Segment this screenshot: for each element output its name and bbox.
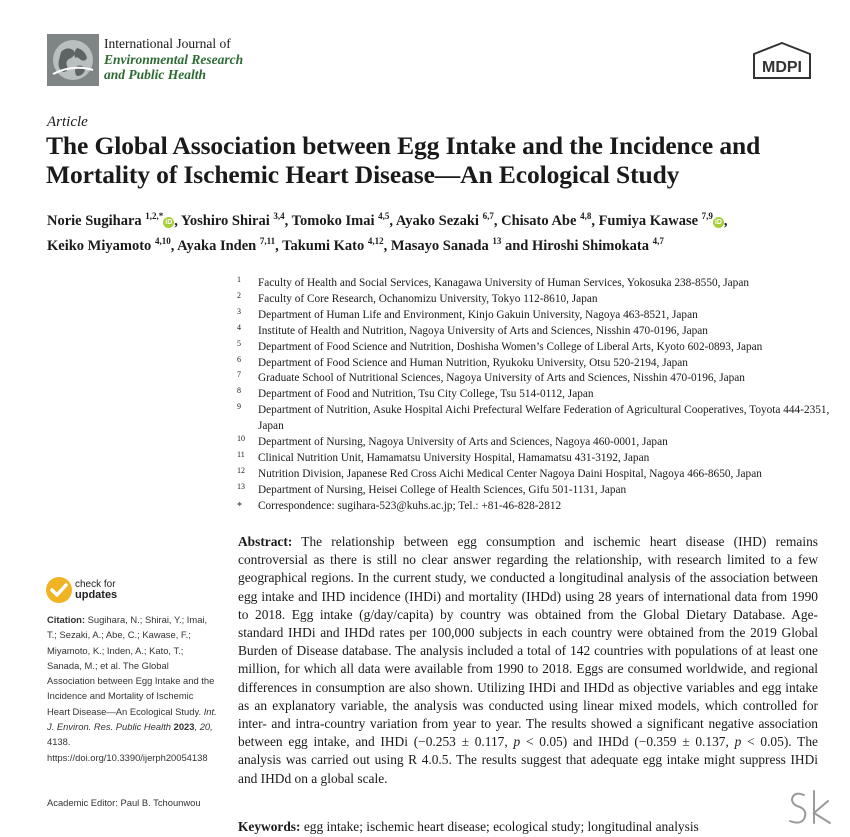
- author-name: Keiko Miyamoto: [47, 238, 152, 255]
- author-name: Ayaka Inden: [177, 238, 257, 255]
- affiliation-number: 11: [237, 449, 245, 459]
- affiliation-number: 8: [237, 386, 241, 396]
- author-separator: ,: [284, 212, 292, 229]
- editor-name: Paul B. Tchounwou: [120, 797, 201, 808]
- check-for-updates-badge[interactable]: [45, 576, 165, 606]
- affiliation-text: Department of Nursing, Heisei College of Health Sciences, Gifu 501-1131, Japan: [258, 483, 627, 496]
- author-separator: and: [501, 238, 532, 255]
- journal-logo-icon: [47, 34, 99, 86]
- journal-title-line1: International Journal of: [104, 36, 231, 51]
- author-name: Norie Sugihara: [47, 212, 142, 229]
- affiliation-item: [233, 292, 833, 308]
- affiliation-number: 13: [237, 481, 245, 491]
- journal-title-line2: Environmental Research: [104, 51, 244, 67]
- author-separator: ,: [591, 212, 599, 229]
- affiliation-text: Department of Food Science and Human Nutrition, Ryukoku University, Otsu 520-2194, Japan: [258, 356, 688, 369]
- affiliation-item: [233, 356, 833, 372]
- check-updates-line1: check for: [75, 579, 116, 590]
- affiliation-item: [233, 467, 833, 483]
- author-affiliation-sup: 4,5: [378, 211, 390, 221]
- affiliation-number: 10: [237, 434, 245, 444]
- affiliation-item: [233, 308, 833, 324]
- affiliation-item: [233, 499, 833, 515]
- keywords: [238, 818, 818, 836]
- affiliation-item: [233, 483, 833, 499]
- abstract-text: The relationship between egg consumption and ischemic heart disease (IHD) remains controversial as there is still no clear answer regarding the relationship, with research limited to a few geographical regions. In the current study, we conducted a longitudinal analysis of the association between egg intake and IHD incidence (IHDi) and mortality (IHDd) using 28 years of international data from 1990 to 2018. Egg intake (g/day/capita) by country was obtained from the Global Dietary Database. Age-standard IHDi and IHDd rates per 100,000 subjects in each country were obtained from the 2019 Global Burden of Disease database. The analysis included a total of 142 countries with populations of at least one million, for which all data were available from 1990 to 2018. Eggs are consumed worldwide, and regional differences in consumption are also shown. Utilizing IHDi and IHDd as objective variables and egg intake as an explanatory variable, the analysis was conducted using linear mixed models, which controlled for inter- and intra-country variation from year to year. The results showed a significant negative association between egg intake, and IHDi (−0.253 ± 0.117,: [238, 534, 818, 750]
- author-affiliation-sup: 6,7: [482, 211, 494, 221]
- abstract-text-2: < 0.05) and IHDd (−0.359 ± 0.137,: [520, 734, 735, 750]
- affiliation-item: [233, 276, 833, 292]
- keywords-text: egg intake; ischemic heart disease; ecological study; longitudinal analysis: [303, 819, 699, 834]
- citation-label: Citation:: [47, 614, 86, 625]
- academic-editor: [47, 795, 217, 810]
- affiliation-item: [233, 324, 833, 340]
- signature-watermark: [786, 787, 834, 829]
- author[interactable]: [532, 238, 664, 254]
- author-name: Hiroshi Shimokata: [532, 238, 649, 255]
- affiliation-item: [233, 403, 833, 435]
- author-name: Yoshiro Shirai: [181, 212, 270, 229]
- affiliation-text: Clinical Nutrition Unit, Hamamatsu University Hospital, Hamamatsu 431-3192, Japan: [258, 451, 650, 464]
- affiliation-number: 1: [237, 275, 241, 284]
- affiliation-number: 7: [237, 370, 241, 380]
- author-separator: ,: [275, 238, 283, 255]
- author[interactable]: [391, 238, 502, 254]
- affiliation-number: 4: [237, 322, 241, 332]
- affiliation-item: [233, 371, 833, 387]
- author-affiliation-sup: 7,11: [259, 236, 276, 247]
- affiliation-item: [233, 387, 833, 403]
- affiliation-number: 3: [237, 306, 241, 316]
- orcid-icon[interactable]: iD: [714, 218, 722, 226]
- affiliation-item: [233, 340, 833, 356]
- citation-journal: Int. J. Environ. Res. Public Health: [47, 705, 217, 733]
- author-separator: ,: [170, 238, 178, 255]
- author[interactable]: [181, 213, 285, 229]
- check-updates-icon: [45, 576, 73, 604]
- author-name: Takumi Kato: [282, 238, 365, 255]
- author-affiliation-sup: 4,7: [652, 236, 664, 247]
- affiliation-item: [233, 451, 833, 467]
- citation-block: [47, 612, 217, 765]
- affiliation-text: Faculty of Health and Social Services, Kanagawa University of Human Services, Yokosuka 238-8550, Japan: [258, 277, 749, 289]
- author[interactable]: [177, 238, 275, 254]
- author[interactable]: [396, 213, 494, 229]
- author-affiliation-sup: 1,2,*: [145, 211, 164, 221]
- affiliation-text: Department of Nutrition, Asuke Hospital Aichi Prefectural Welfare Federation of Agricultural Cooperatives, Toyota 444-2351, Japan: [258, 404, 830, 433]
- citation-year: 2023: [173, 721, 195, 733]
- editor-label: Academic Editor:: [47, 797, 118, 808]
- author-name: Fumiya Kawase: [598, 212, 699, 229]
- affiliation-number: 5: [237, 338, 241, 348]
- author-separator: ,: [723, 212, 728, 229]
- keywords-label: Keywords:: [238, 819, 301, 834]
- citation-text: Sugihara, N.; Shirai, Y.; Imai, T.; Sezaki, A.; Abe, C.; Kawase, F.; Miyamoto, K.; Inden, A.; Kato, T.; Sanada, M.; et al. The Global Association between Egg Intake and the Incidence and Mortality of Ischemic Heart Disease—An Ecological Study.: [47, 614, 215, 717]
- affiliation-text: Institute of Health and Nutrition, Nagoya University of Arts and Sciences, Nisshin 470-0196, Japan: [258, 324, 708, 337]
- author-name: Masayo Sanada: [390, 238, 489, 255]
- author-affiliation-sup: 4,10: [154, 236, 171, 247]
- check-updates-line2: updates: [75, 589, 118, 601]
- affiliation-text: Faculty of Core Research, Ochanomizu University, Tokyo 112-8610, Japan: [258, 292, 598, 305]
- author[interactable]: [599, 213, 724, 229]
- article-type: Article: [47, 114, 88, 130]
- author-name: Tomoko Imai: [291, 212, 375, 229]
- abstract-text-3: < 0.05). The analysis was carried out using R 4.0.5. The results suggest that adequate egg intake might suppress IHDi and IHDd on a global scale.: [238, 734, 818, 786]
- author-separator: ,: [493, 212, 502, 229]
- affiliation-text: Nutrition Division, Japanese Red Cross Aichi Medical Center Nagoya Daini Hospital, Nagoya 466-8650, Japan: [258, 467, 762, 480]
- author-affiliation-sup: 13: [492, 236, 502, 247]
- author-affiliation-sup: 3,4: [273, 211, 285, 221]
- author-affiliation-sup: 4,12: [367, 236, 384, 247]
- affiliation-text: Department of Food Science and Nutrition, Doshisha Women’s College of Liberal Arts, Kyoto 602-0893, Japan: [258, 340, 763, 353]
- affiliation-number: 2: [237, 290, 241, 300]
- affiliation-number: *: [237, 500, 242, 512]
- author-name: Chisato Abe: [501, 212, 577, 229]
- author-separator: ,: [383, 238, 391, 255]
- orcid-icon[interactable]: iD: [165, 218, 173, 226]
- affiliation-item: [233, 435, 833, 451]
- author-name: Ayako Sezaki: [395, 212, 479, 229]
- affiliation-number: 9: [237, 402, 241, 412]
- abstract: [238, 533, 818, 788]
- affiliation-text: Department of Human Life and Environment, Kinjo Gakuin University, Nagoya 463-8521, Japan: [258, 308, 698, 321]
- affiliation-text: Correspondence: sugihara-523@kuhs.ac.jp; Tel.: +81-46-828-2812: [258, 499, 562, 512]
- author[interactable]: [501, 213, 591, 229]
- affiliation-number: 12: [237, 465, 245, 475]
- citation-volume: , 20,: [194, 721, 213, 733]
- author-list: [47, 206, 827, 257]
- author-affiliation-sup: 4,8: [580, 211, 592, 221]
- abstract-p-symbol: p: [513, 734, 521, 750]
- citation-doi[interactable]: 4138. https://doi.org/10.3390/ijerph20054138: [47, 736, 208, 763]
- author[interactable]: [292, 213, 390, 229]
- journal-title-line3: and Public Health: [104, 67, 207, 82]
- affiliation-text: Department of Food and Nutrition, Tsu City College, Tsu 514-0112, Japan: [258, 388, 594, 401]
- mdpi-logo-icon: [751, 42, 813, 82]
- author[interactable]: [47, 213, 174, 229]
- affiliation-text: Graduate School of Nutritional Sciences, Nagoya University of Arts and Sciences, Nisshin 470-0196, Japan: [258, 372, 745, 385]
- author[interactable]: [47, 238, 171, 254]
- journal-title: [104, 36, 243, 83]
- mdpi-logo-text: MDPI: [762, 59, 802, 76]
- author-separator: ,: [389, 212, 396, 229]
- abstract-label: Abstract:: [238, 534, 293, 549]
- paper-title: The Global Association between Egg Intake and the Incidence and Mortality of Ischemic Heart Disease—An Ecological Study: [46, 131, 761, 189]
- author[interactable]: [282, 238, 383, 254]
- affiliation-list: [233, 276, 833, 515]
- affiliation-number: 6: [237, 354, 241, 364]
- author-affiliation-sup: 7,9: [701, 211, 713, 221]
- abstract-p-symbol-2: p: [734, 734, 742, 750]
- affiliation-text: Department of Nursing, Nagoya University of Arts and Sciences, Nagoya 460-0001, Japan: [258, 436, 668, 449]
- author-separator: ,: [174, 212, 181, 229]
